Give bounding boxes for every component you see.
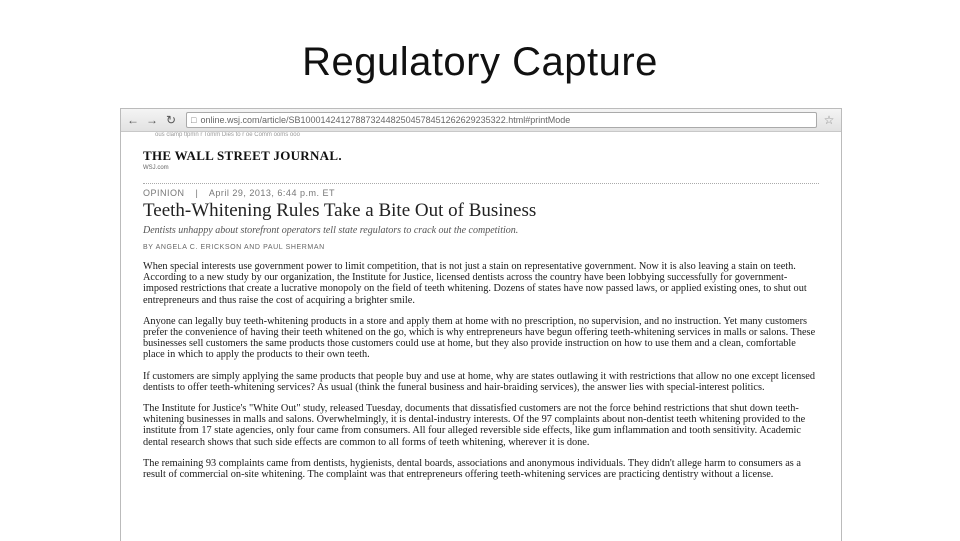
article-screenshot xyxy=(120,108,842,541)
article-paragraph: The Institute for Justice's "White Out" study, released Tuesday, documents that dissatisfied customers are not the force behind restrictions that shut down teeth-whitening businesses in malls and salons. Overwhelmingly, it is dental-industry interests. Of the 97 complaints about non-dentist teeth whitening provided to the institute from 17 state agencies, only four came from consumers. All four alleged reversible side effects, like gum inflammation and tooth sensitivity. Academic dental research shows that such side effects are common to all forms of teeth whitening, wherever it is done. xyxy=(143,403,806,448)
browser-toolbar xyxy=(121,109,841,132)
masthead: THE WALL STREET JOURNAL. xyxy=(143,148,342,163)
article-paragraph: When special interests use government power to limit competition, that is not just a stain on representative government. Now it is also leaving a stain on teeth. According to a new study by our organization, the Institute for Justice, licensed dentists across the country have been lobbying successfully for government-imposed restrictions that create a lucrative monopoly on the field of teeth whitening. Dozens of states have now passed laws, or applied existing ones, to shut out entrepreneurs and thus raise the cost of acquiring a brighter smile. xyxy=(143,261,807,306)
section-label: OPINION xyxy=(143,188,185,198)
divider xyxy=(143,183,819,184)
meta-separator: | xyxy=(195,188,199,198)
site-name: WSJ.com xyxy=(143,165,169,171)
bookmark-star-icon[interactable]: ☆ xyxy=(823,113,835,127)
address-bar[interactable] xyxy=(186,112,817,128)
article-headline: Teeth-Whitening Rules Take a Bite Out of Business xyxy=(143,200,537,221)
article-meta xyxy=(143,188,819,198)
page-icon: □ xyxy=(191,115,197,125)
url-text: online.wsj.com/article/SB10001424127887324482504578451262629235322.html#printMode xyxy=(200,115,571,125)
publish-date: April 29, 2013, 6:44 p.m. ET xyxy=(208,188,335,198)
article-paragraph: The remaining 93 complaints came from dentists, hygienists, dental boards, associations and anonymous individuals. They didn't allege harm to consumers as a result of commercial on-site whitening. The complaint was that entrepreneurs offering teeth-whitening services are practicing dentistry without a license. xyxy=(143,457,801,481)
article-paragraph: If customers are simply applying the same products that people buy and use at home, why are states outlawing it with restrictions that allow no one except licensed dentists to offer teeth-whitening services? As usual (think the funeral business and hair-braiding services), the answer lies with special-interest politics. xyxy=(143,370,815,393)
article-paragraph: Anyone can legally buy teeth-whitening products in a store and apply them at home with no prescription, no supervision, and no instruction. Yet many customers prefer the convenience of having their teeth whitened on the go, which is why entrepreneurs have begun offering teeth-whitening services in malls or salons. These businesses sell customers the same products those customers could use at home, but they also provide instruction on how to use them and a clean, comfortable place in which to apply the products to their own teeth. xyxy=(143,315,816,361)
article-content xyxy=(121,138,841,480)
slide-title: Regulatory Capture xyxy=(302,40,658,84)
reload-icon[interactable]: ↻ xyxy=(165,113,177,127)
byline: BY ANGELA C. ERICKSON AND PAUL SHERMAN xyxy=(143,244,325,251)
cutoff-print-header: ous clamp tlpmn r Tomm Dies to r oe Comm ooms ooo xyxy=(155,132,300,138)
article-dek: Dentists unhappy about storefront operators tell state regulators to crack out the competition. xyxy=(143,225,519,236)
back-arrow-icon[interactable]: ← xyxy=(127,113,139,127)
forward-arrow-icon[interactable]: → xyxy=(146,113,158,127)
